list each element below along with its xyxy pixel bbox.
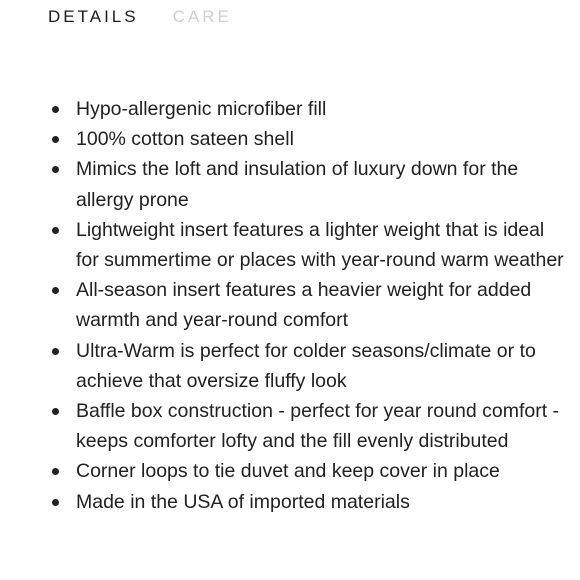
list-item xyxy=(48,487,568,517)
bullet-icon xyxy=(52,287,59,294)
list-item xyxy=(48,94,568,124)
bullet-icon xyxy=(52,166,59,173)
list-item xyxy=(48,275,568,335)
feature-text: All-season insert features a heavier weight for added warmth and year-round comfort xyxy=(76,279,532,332)
list-item xyxy=(48,154,568,214)
feature-text: Mimics the loft and insulation of luxury down for the allergy prone xyxy=(76,158,519,211)
bullet-icon xyxy=(52,227,59,234)
bullet-icon xyxy=(52,348,59,355)
product-info-tabs xyxy=(48,5,232,29)
tab-care[interactable]: CARE xyxy=(172,7,232,26)
feature-text: Baffle box construction - perfect for year round comfort - keeps comforter lofty and the fill evenly distributed xyxy=(76,400,560,453)
list-item xyxy=(48,124,568,154)
list-item xyxy=(48,396,568,456)
feature-text: Corner loops to tie duvet and keep cover in place xyxy=(76,460,500,483)
bullet-icon xyxy=(52,408,59,415)
bullet-icon xyxy=(52,106,59,113)
tab-details[interactable]: DETAILS xyxy=(48,7,139,26)
feature-list xyxy=(48,94,568,517)
feature-text: Hypo-allergenic microfiber fill xyxy=(76,98,327,120)
bullet-icon xyxy=(52,499,59,506)
feature-text: Made in the USA of imported materials xyxy=(76,490,410,513)
feature-text: Ultra-Warm is perfect for colder seasons/climate or to achieve that oversize fluffy look xyxy=(76,339,536,392)
list-item xyxy=(48,456,568,486)
bullet-icon xyxy=(52,136,59,143)
feature-text: 100% cotton sateen shell xyxy=(76,128,294,151)
list-item xyxy=(48,215,568,275)
bullet-icon xyxy=(52,468,59,475)
list-item xyxy=(48,336,568,396)
feature-text: Lightweight insert features a lighter weight that is ideal for summertime or places with year-round warm weather xyxy=(76,218,564,272)
